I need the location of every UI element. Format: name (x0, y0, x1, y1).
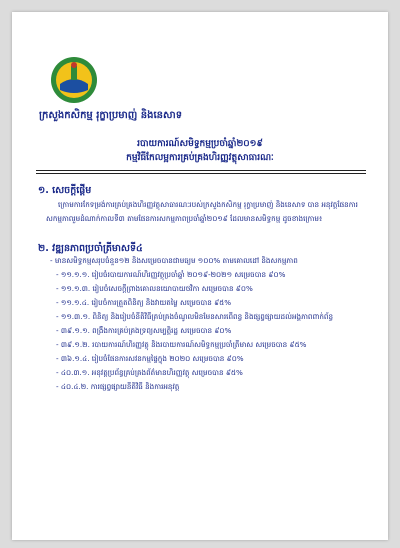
list-item: - ៣៦.១.៤. រៀបចំផែនការសវនកម្មផ្ទៃក្នុង ២០២០ សម្រេចបាន ៩០% (56, 354, 244, 363)
progress-list (50, 254, 366, 394)
list-item: - ៣៩.១.១. ពង្រឹងការគ្រប់គ្រងទ្រព្យសម្បត្តិរដ្ឋ សម្រេចបាន ៩០% (56, 326, 232, 335)
list-item: - ៤០.៤.២. ការផ្សព្វផ្សាយនីតិវិធី និងការអនុវត្ត (56, 382, 180, 391)
list-item: - ១១.១.៤. រៀបចំការត្រួតពិនិត្យ និងវាយតម្លៃ សម្រេចបាន ៩៥% (56, 298, 232, 307)
list-item: - មានសមិទ្ធកម្មសរុបចំនួន១២ និងសម្រេចបានជាមធ្យម ១០០% តាមគោលដៅ និងសកម្មភាព (50, 256, 298, 265)
list-item: - ១១.១.៣. រៀបចំសេចក្តីព្រាងគោលនយោបាយថវិកា សម្រេចបាន ៩០% (56, 284, 253, 293)
list-item: - ១១.១.១. រៀបចំរបាយការណ៍ហិរញ្ញវត្ថុប្រចាំឆ្នាំ ២០១៩-២០២១ សម្រេចបាន ៩០% (56, 270, 286, 279)
list-item: - ៣៩.១.២. របាយការណ៍ហិរញ្ញវត្ថុ និងរបាយការណ៍សមិទ្ធកម្មប្រចាំត្រីមាស សម្រេចបាន ៩៥% (56, 340, 307, 349)
title-underline-double (36, 173, 366, 174)
title-underline (36, 170, 366, 171)
section-2-heading: ២. វឌ្ឍនភាពប្រចាំត្រីមាសទី៤ (38, 243, 143, 254)
section-1-heading: ១. សេចក្តីផ្តើម (38, 185, 92, 196)
list-item: - ៤០.៣.១. អនុវត្តប្រព័ន្ធគ្រប់គ្រងព័ត៌មានហិរញ្ញវត្ថុ សម្រេចបាន ៩៥% (56, 368, 243, 377)
ministry-emblem-icon (50, 56, 98, 104)
section-1-paragraph: ក្រោមការកែទម្រង់ការគ្រប់គ្រងហិរញ្ញវត្ថុសាធារណៈរបស់ក្រសួងកសិកម្ម រុក្ខាប្រមាញ់ និងនេសាទ បាន អនុវត្តផែនការសកម្មភាពរួមដំណាក់កាលទី៣ តាមផែនការសកម្មភាពប្រចាំឆ្នាំ២០១៩ ដែលមានសមិទ្ធកម្ម ដូចខាងក្រោម៖ (46, 200, 358, 223)
document-page (12, 12, 388, 540)
report-title: របាយការណ៍សមិទ្ធកម្មប្រចាំឆ្នាំ២០១៩ (137, 139, 263, 149)
ministry-name: ក្រសួងកសិកម្ម រុក្ខាប្រមាញ់ និងនេសាទ (39, 110, 183, 121)
report-subtitle: កម្មវិធីកែលម្អការគ្រប់គ្រងហិរញ្ញវត្ថុសាធារណៈ (126, 153, 274, 163)
list-item: - ១១.៣.១. ពិនិត្យ និងរៀបចំនីតិវិធីគ្រប់គ្រងចំណូលមិនមែនសារពើពន្ធ និងផ្សព្វផ្សាយដល់អង្គភាពពាក់ព័ន្ធ (56, 312, 334, 321)
